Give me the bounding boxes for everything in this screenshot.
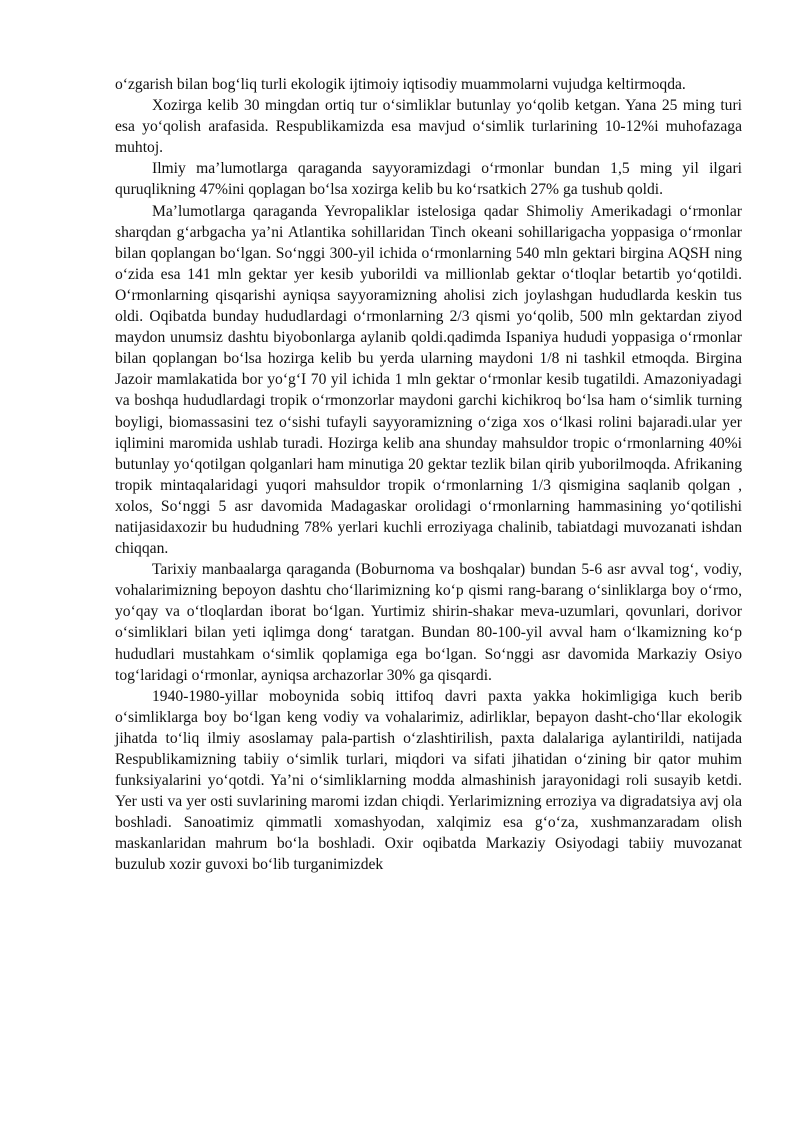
paragraph-2: Xozirga kelib 30 mingdan ortiq tur o‘simliklar butunlay yo‘qolib ketgan. Yana 25 ming turi esa yo‘qolish arafasida. Respublikamizda esa mavjud o‘simlik turlarining 10-12%i muhofazaga muhtoj. <box>115 97 742 157</box>
paragraph-5: Tarixiy manbaalarga qaraganda (Boburnoma va boshqalar) bundan 5-6 asr avval tog‘, vodiy, vohalarimizning bepoyon dashtu cho‘llarimizning ko‘p qismi rang-barang o‘sinliklarga boy o‘rmo, yo‘qay va o‘tloqlardan iborat bo‘lgan. Yurtimiz shirin-shakar meva-uzumlari, qovunlari, dorivor o‘simliklari bilan yeti iqlimga dong‘ taratgan. Bundan 80-100-yil avval ham o‘lkamizning ko‘p hududlari mustahkam o‘simlik qoplamiga ega bo‘lgan. So‘nggi asr davomida Markaziy Osiyo tog‘laridagi o‘rmonlar, ayniqsa archazorlar 30% ga qisqardi. <box>115 561 742 684</box>
paragraph-3: Ilmiy ma’lumotlarga qaraganda sayyoramizdagi o‘rmonlar bundan 1,5 ming yil ilgari quruqlikning 47%ini qoplagan bo‘lsa xozirga kelib bu ko‘rsatkich 27% ga tushub qoldi. <box>115 160 742 199</box>
document-page <box>115 74 742 876</box>
paragraph-4: Ma’lumotlarga qaraganda Yevropaliklar istelosiga qadar Shimoliy Amerikadagi o‘rmonlar sharqdan g‘arbgacha ya’ni Atlantika sohillaridan Tinch okeani sohillarigacha yoppasiga o‘rmonlar bilan qoplangan bo‘lgan. So‘nggi 300-yil ichida o‘rmonlarning 540 mln gektari birgina AQSH ning o‘zida esa 141 mln gektar yer kesib yuborildi va millionlab gektar o‘tloqlar betartib yo‘qotildi. O‘rmonlarning qisqarishi ayniqsa sayyoramizning aholisi zich joylashgan hududlarda keskin tus oldi. Oqibatda bunday hududlardagi o‘rmonlarning 2/3 qismi yo‘qolib, 500 mln gektardan ziyod maydon unumsiz dashtu biyobonlarga aylanib qoldi.qadimda Ispaniya hududi yoppasiga o‘rmonlar bilan qoplangan bo‘lsa hozirga kelib bu yerda ularning maydoni 1/8 ni tashkil etmoqda. Birgina Jazoir mamlakatida bor yo‘g‘I 70 yil ichida 1 mln gektar o‘rmonlar kesib tugatildi. Amazoniyadagi va boshqa hududlardagi tropik o‘rmonzorlar maydoni garchi kichikroq bo‘lsa ham o‘simlik turning boyligi, biomassasini tez o‘sishi tufayli sayyoramizning o‘ziga xos o‘lkasi rolini bajaradi.ular yer iqlimini maromida ushlab turadi. Hozirga kelib ana shunday mahsuldor tropic o‘rmonlarning 40%i butunlay yo‘qotilgan qolganlari ham minutiga 20 gektar tezlik bilan qirib yuborilmoqda. Afrikaning tropik mintaqalaridagi yuqori mahsuldor tropik o‘rmonlarning 1/3 qismigina saqlanib qolgan , xolos, So‘nggi 5 asr davomida Madagaskar orolidagi o‘rmonlarning hammasining yo‘qotilishi natijasidaxozir bu hududning 78% yerlari kuchli erroziyaga chalinib, tabiatdagi muvozanati ishdan chiqqan. <box>115 202 742 558</box>
paragraph-1: o‘zgarish bilan bog‘liq turli ekologik ijtimoiy iqtisodiy muammolarni vujudga keltirmoqda. <box>115 76 686 93</box>
paragraph-6: 1940-1980-yillar moboynida sobiq ittifoq davri paxta yakka hokimligiga kuch berib o‘simliklarga boy bo‘lgan keng vodiy va vohalarimiz, adirliklar, bepayon dasht-cho‘llar ekologik jihatda to‘liq ilmiy asoslamay pala-partish o‘zlashtirilish, paxta dalalariga aylantirildi, natijada Respublikamizning tabiiy o‘simlik turlari, miqdori va sifati jihatidan o‘zining bir qator muhim funksiyalarini yo‘qotdi. Ya’ni o‘simliklarning modda almashinish jarayonidagi roli susayib ketdi. Yer usti va yer osti suvlarining maromi izdan chiqdi. Yerlarimizning erroziya va digradatsiya avj ola boshladi. Sanoatimiz qimmatli xomashyodan, xalqimiz esa g‘o‘za, xushmanzaradam olish maskanlaridan mahrum bo‘la boshladi. Oxir oqibatda Markaziy Osiyodagi tabiiy muvozanat buzulub xozir guvoxi bo‘lib turganimizdek <box>115 687 742 874</box>
